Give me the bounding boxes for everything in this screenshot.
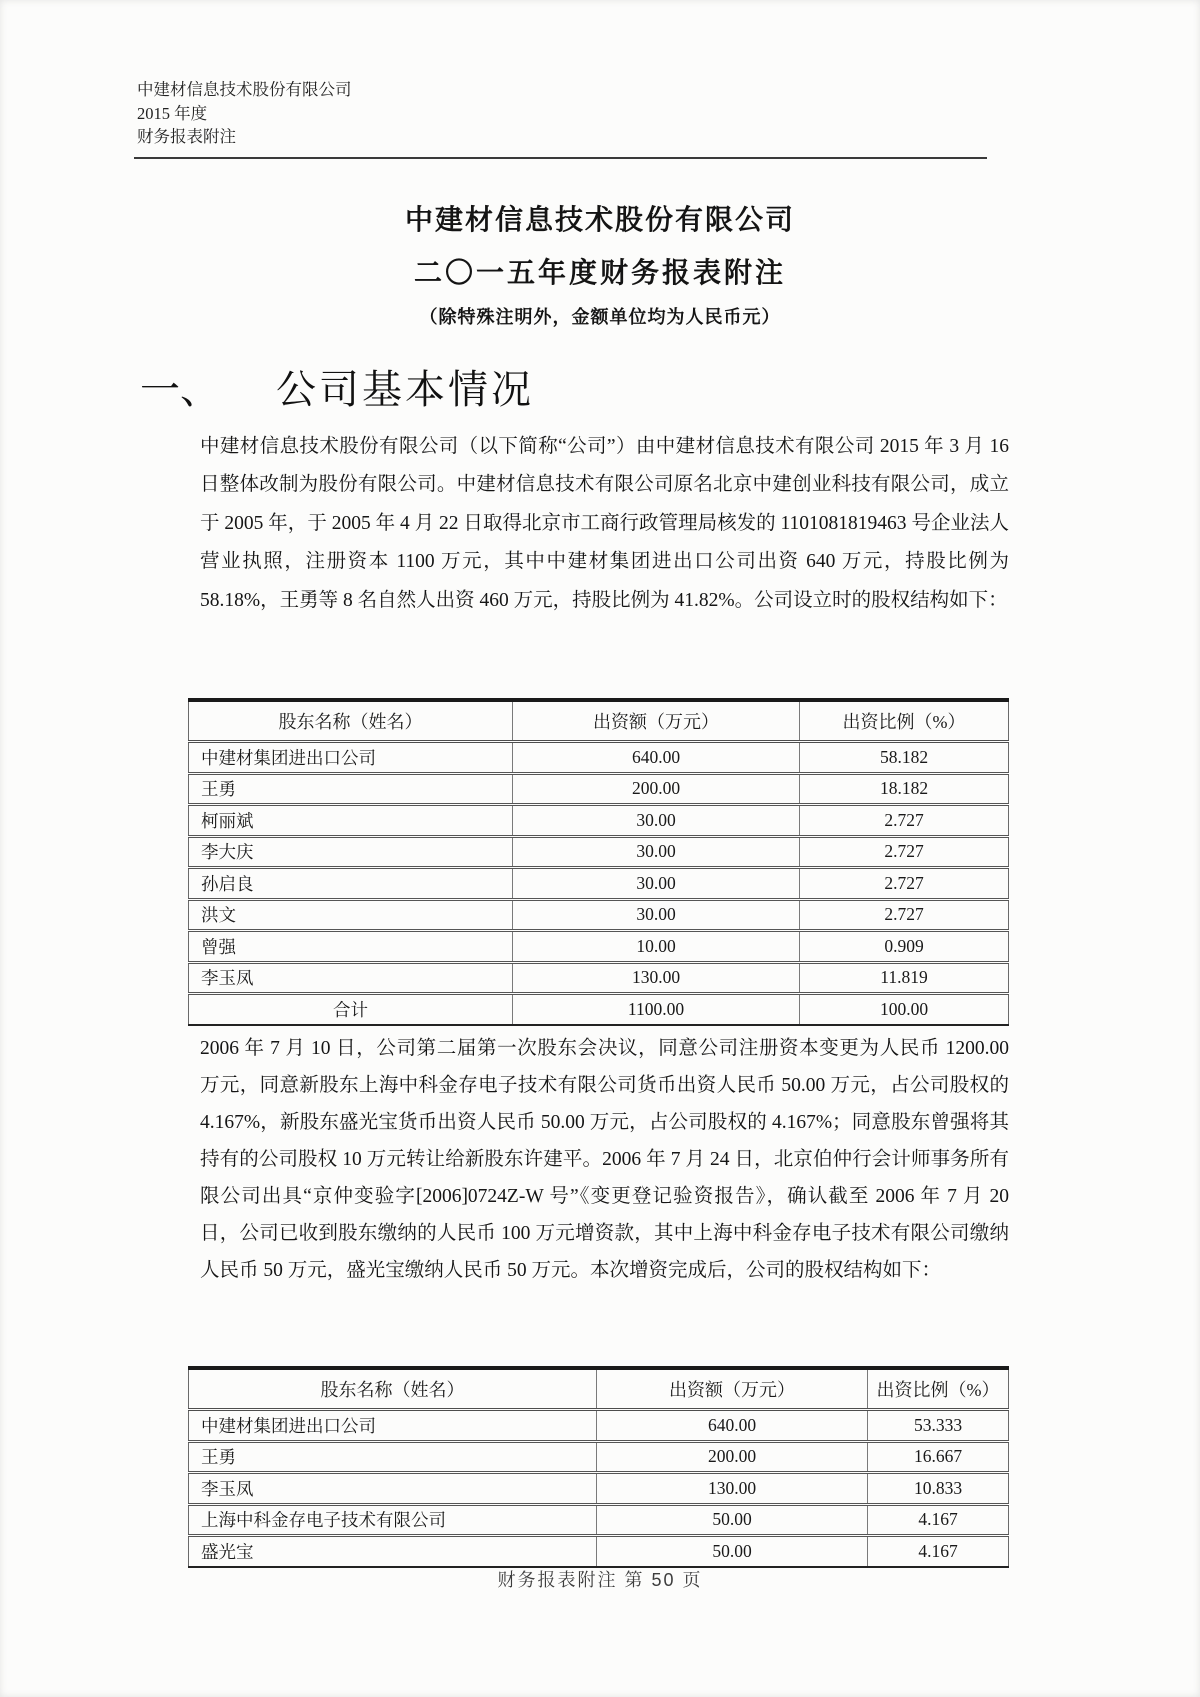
contribution-amount-cell: 1100.00 — [513, 994, 800, 1025]
contribution-amount-cell: 30.00 — [513, 805, 800, 837]
column-header: 出资比例（%） — [868, 1368, 1009, 1410]
contribution-ratio-cell: 11.819 — [800, 962, 1009, 994]
table-row — [189, 868, 1009, 900]
contribution-amount-cell: 200.00 — [597, 1441, 868, 1473]
section-title: 公司基本情况 — [276, 367, 534, 412]
contribution-amount-cell: 640.00 — [597, 1410, 868, 1442]
contribution-amount-cell: 50.00 — [597, 1536, 868, 1567]
contribution-ratio-cell: 2.727 — [800, 805, 1009, 837]
contribution-ratio-cell: 4.167 — [868, 1504, 1009, 1536]
running-header-year: 2015 年度 — [137, 103, 208, 123]
table-row — [189, 1536, 1009, 1567]
column-header: 出资额（万元） — [597, 1368, 868, 1410]
table-row — [189, 1473, 1009, 1505]
contribution-ratio-cell: 2.727 — [800, 868, 1009, 900]
column-header: 出资额（万元） — [513, 700, 800, 742]
paragraph-company-establishment: 中建材信息技术股份有限公司（以下简称“公司”）由中建材信息技术有限公司 2015 年 3 月 16 日整体改制为股份有限公司。中建材信息技术有限公司原名北京中建创业科技有限公司，成立于 2005 年，于 2005 年 4 月 22 日取得北京市工商行政管理局核发的 1101081819463 号企业法人营业执照，注册资本 1100 万元，其中中建材集团进出口公司出资 640 万元，持股比例为 58.18%，王勇等 8 名自然人出资 460 万元，持股比例为 41.82%。公司设立时的股权结构如下： — [200, 436, 1009, 611]
contribution-amount-cell: 640.00 — [513, 742, 800, 774]
contribution-amount-cell: 30.00 — [513, 868, 800, 900]
title-block — [0, 202, 1200, 329]
contribution-ratio-cell: 100.00 — [800, 994, 1009, 1025]
table-row — [189, 805, 1009, 837]
contribution-ratio-cell: 53.333 — [868, 1410, 1009, 1442]
contribution-amount-cell: 50.00 — [597, 1504, 868, 1536]
shareholding-table-after-increase — [188, 1366, 1009, 1568]
column-header: 股东名称（姓名） — [189, 1368, 597, 1410]
shareholder-name-cell: 孙启良 — [189, 868, 513, 900]
shareholder-name-cell: 王勇 — [189, 773, 513, 805]
shareholder-name-cell: 盛光宝 — [189, 1536, 597, 1567]
shareholder-name-cell: 李玉凤 — [189, 962, 513, 994]
table-row — [189, 1441, 1009, 1473]
contribution-amount-cell: 130.00 — [513, 962, 800, 994]
column-header: 股东名称（姓名） — [189, 700, 513, 742]
contribution-amount-cell: 30.00 — [513, 899, 800, 931]
contribution-ratio-cell: 4.167 — [868, 1536, 1009, 1567]
contribution-amount-cell: 30.00 — [513, 836, 800, 868]
section-number: 一、 — [140, 367, 220, 412]
shareholder-name-cell: 曾强 — [189, 931, 513, 963]
shareholder-name-cell: 中建材集团进出口公司 — [201, 1415, 376, 1436]
table-row — [189, 1504, 1009, 1536]
shareholder-name-cell: 李玉凤 — [189, 1473, 597, 1505]
table-row — [189, 773, 1009, 805]
contribution-ratio-cell: 18.182 — [800, 773, 1009, 805]
table-row — [189, 1410, 1009, 1442]
contribution-ratio-cell: 2.727 — [800, 836, 1009, 868]
table-row — [189, 836, 1009, 868]
shareholder-name-cell: 上海中科金存电子技术有限公司 — [189, 1504, 597, 1536]
running-header-company: 中建材信息技术股份有限公司 — [137, 80, 352, 99]
table-total-row — [189, 994, 1009, 1025]
table-header-row — [189, 1368, 1009, 1410]
contribution-ratio-cell: 16.667 — [868, 1441, 1009, 1473]
currency-note: （除特殊注明外，金额单位均为人民币元） — [419, 307, 781, 327]
contribution-ratio-cell: 58.182 — [800, 742, 1009, 774]
paragraph-capital-increase: 2006 年 7 月 10 日，公司第二届第一次股东会决议，同意公司注册资本变更为人民币 1200.00 万元，同意新股东上海中科金存电子技术有限公司货币出资人民币 50.00 万元，占公司股权的 4.167%，新股东盛光宝货币出资人民币 50.00 万元，占公司股权的 4.167%；同意股东曾强将其持有的公司股权 10 万元转让给新股东许建平。2006 年 7 月 24 日，北京伯仲行会计师事务所有限公司出具“京仲变验字[2006]0724Z-W 号”《变更登记验资报告》，确认截至 2006 年 7 月 20 日，公司已收到股东缴纳的人民币 100 万元增资款，其中上海中科金存电子技术有限公司缴纳人民币 50 万元，盛光宝缴纳人民币 50 万元。本次增资完成后，公司的股权结构如下： — [200, 1038, 1009, 1281]
column-header: 出资比例（%） — [800, 700, 1009, 742]
contribution-amount-cell: 10.00 — [513, 931, 800, 963]
section-heading — [140, 366, 534, 414]
table-row — [189, 962, 1009, 994]
contribution-amount-cell: 130.00 — [597, 1473, 868, 1505]
header-divider — [134, 157, 987, 159]
shareholder-name-cell: 柯丽斌 — [189, 805, 513, 837]
shareholder-name-cell: 洪文 — [189, 899, 513, 931]
page-footer: 财务报表附注 第 50 页 — [497, 1570, 703, 1590]
shareholder-name-cell: 李大庆 — [189, 836, 513, 868]
shareholder-name-cell: 合计 — [189, 994, 513, 1025]
contribution-amount-cell: 200.00 — [513, 773, 800, 805]
shareholder-name-cell: 中建材集团进出口公司 — [201, 747, 376, 768]
shareholding-table-initial — [188, 698, 1009, 1026]
table-header-row — [189, 700, 1009, 742]
running-header — [137, 78, 352, 149]
document-subtitle: 二〇一五年度财务报表附注 — [413, 257, 786, 288]
table-row — [189, 899, 1009, 931]
contribution-ratio-cell: 2.727 — [800, 899, 1009, 931]
table-row — [189, 931, 1009, 963]
table-row — [189, 742, 1009, 774]
running-header-doc-type: 财务报表附注 — [137, 127, 236, 146]
document-title: 中建材信息技术股份有限公司 — [404, 204, 795, 235]
contribution-ratio-cell: 10.833 — [868, 1473, 1009, 1505]
contribution-ratio-cell: 0.909 — [800, 931, 1009, 963]
shareholder-name-cell: 王勇 — [189, 1441, 597, 1473]
